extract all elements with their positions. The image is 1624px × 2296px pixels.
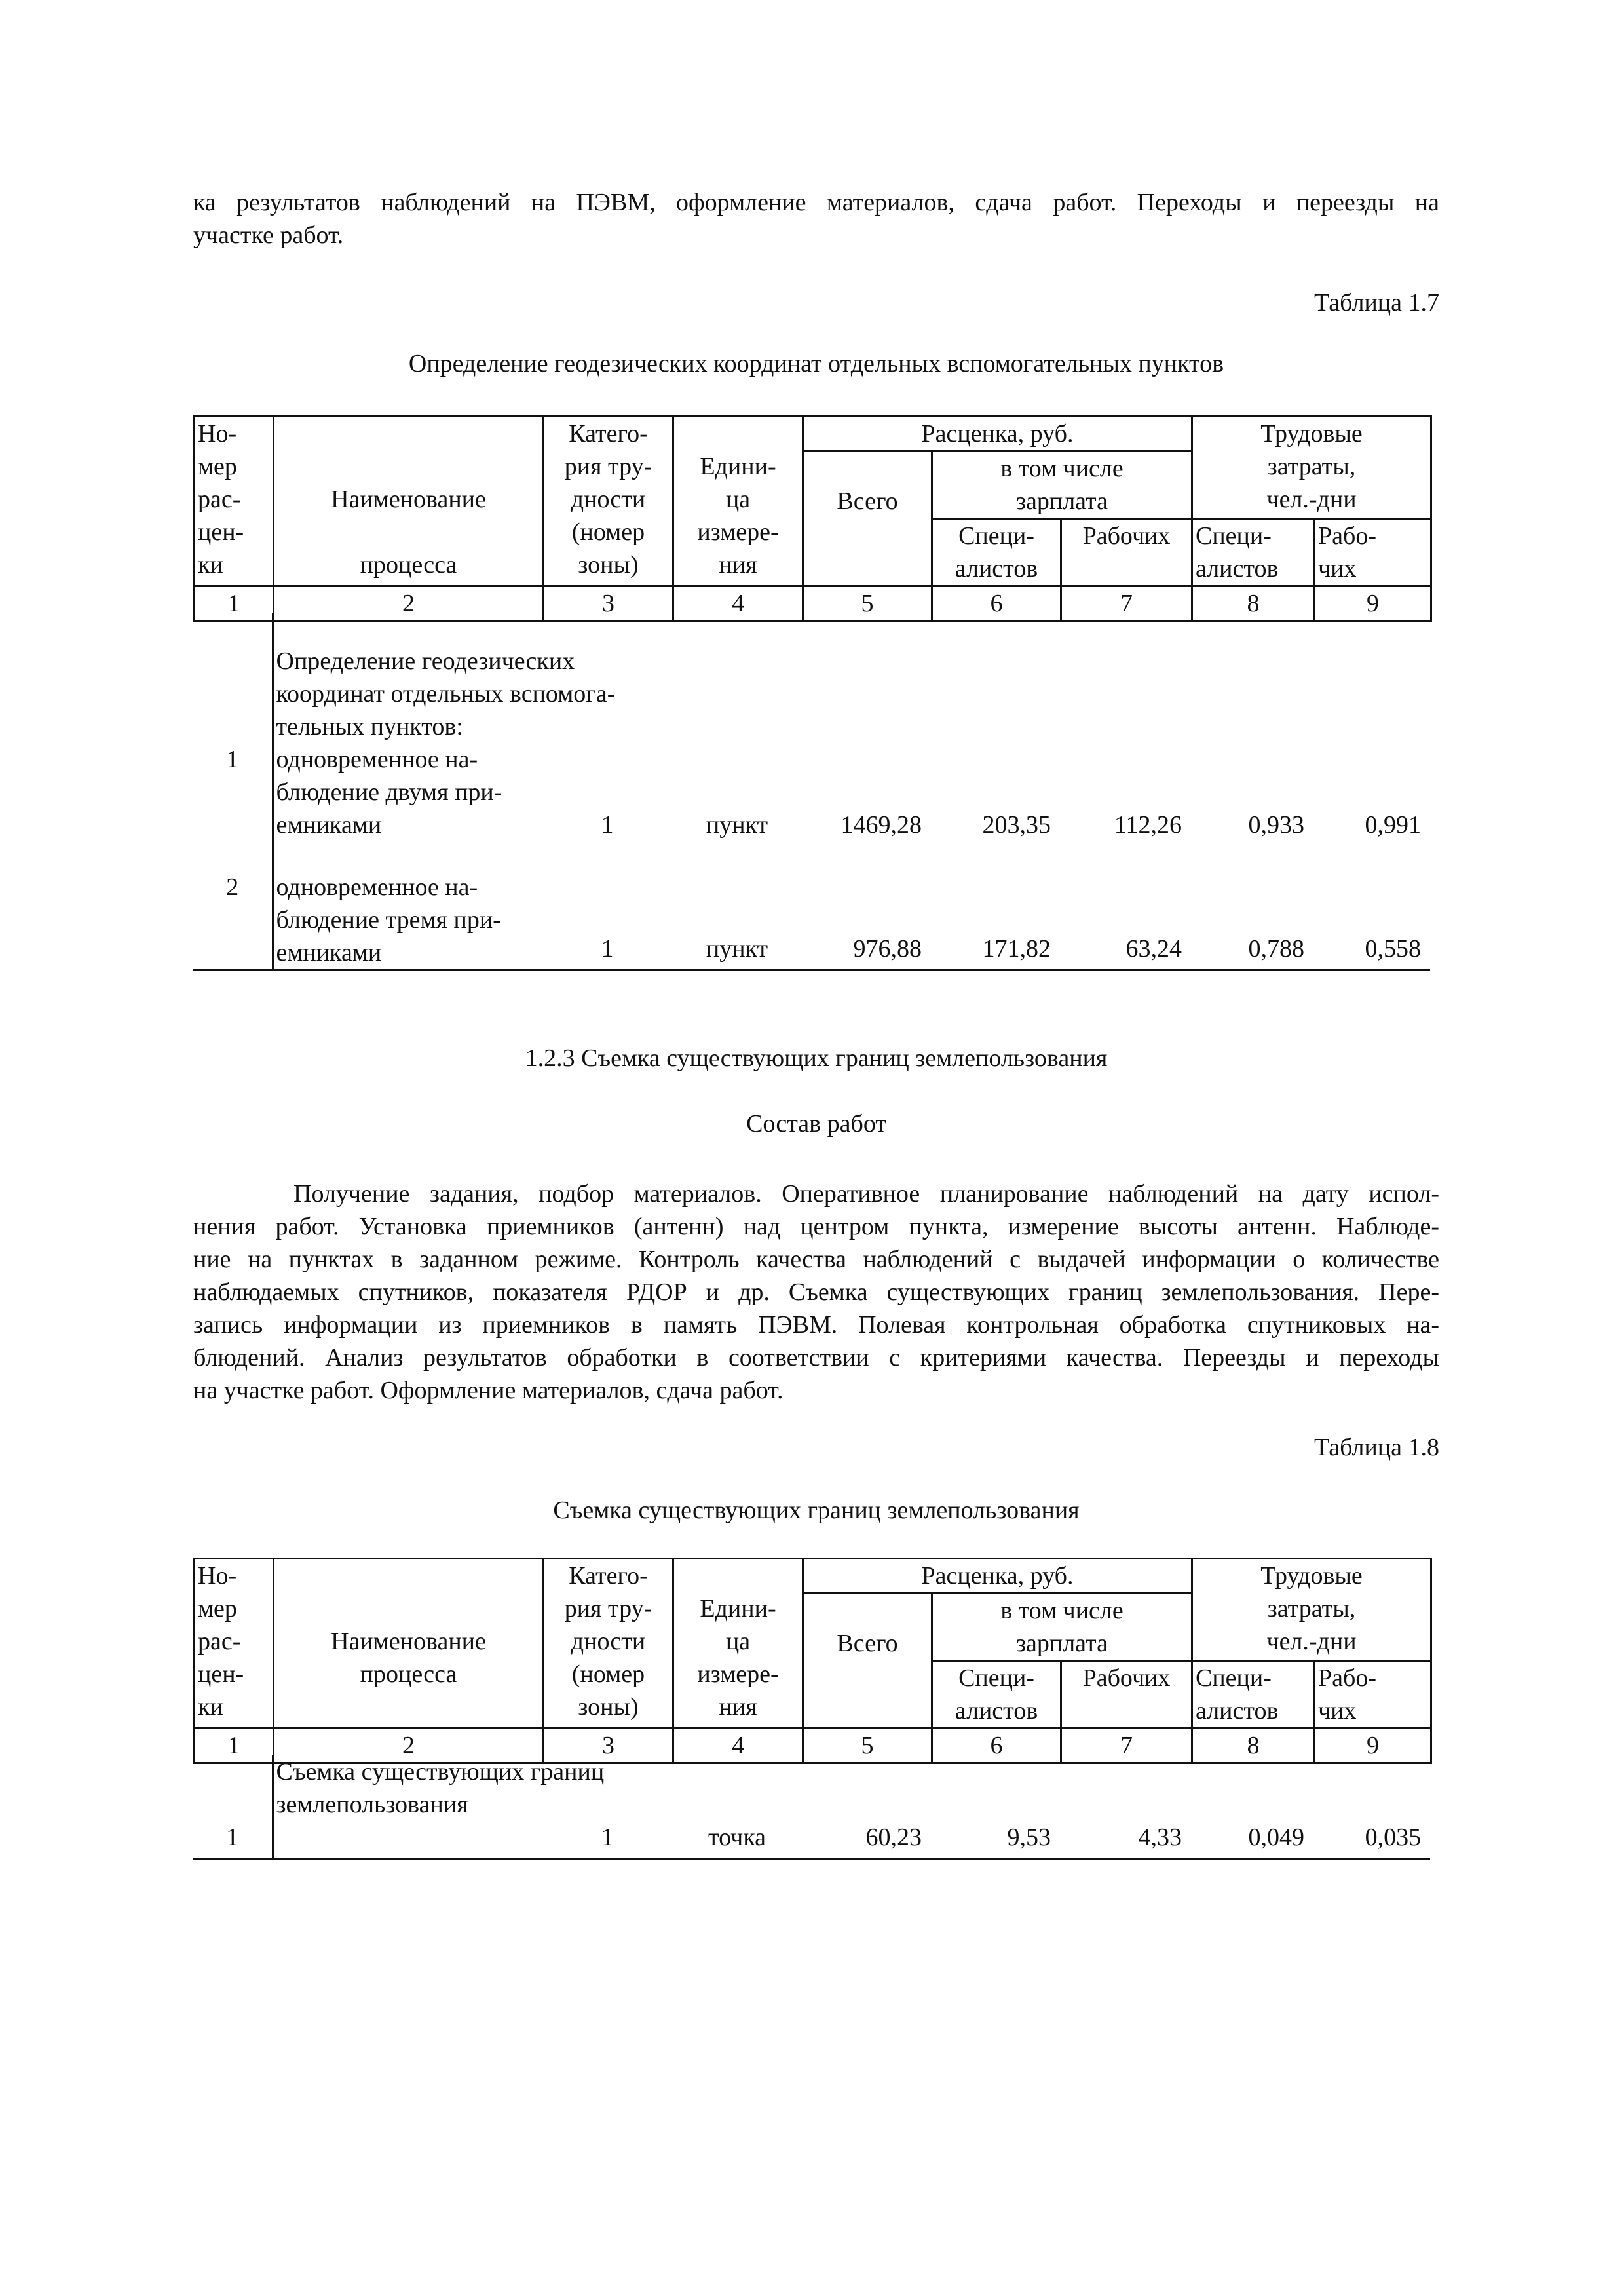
intro-line-2: участке работ.	[193, 221, 344, 249]
col-rabochih: Рабочих	[1061, 1661, 1192, 1729]
row-unit: точка	[672, 1821, 802, 1859]
table-body	[193, 1755, 1430, 1860]
col-num: 3	[544, 1729, 673, 1763]
paragraph-line: ние на пунктах в заданном режиме. Контроль качества наблюдений с выдачей информации о количестве	[193, 1246, 1439, 1273]
col-naimenovanie: Наименование процесса	[274, 1559, 544, 1729]
col-num: 2	[274, 586, 544, 621]
row-spec: 9,53	[931, 1821, 1060, 1859]
table-title: Съемка существующих границ землепользования	[553, 1497, 1080, 1524]
row-total: 976,88	[802, 841, 931, 970]
row-spec: 203,35	[982, 811, 1051, 839]
row-work: 4,33	[1060, 1821, 1191, 1859]
row-work: 63,24	[1060, 841, 1191, 970]
row-lab-spec: 0,788	[1191, 841, 1313, 970]
row-total: 1469,28	[840, 811, 922, 839]
group-title: Определение геодезических координат отдельных вспомога- тельных пунктов:	[273, 613, 802, 743]
col-num: 6	[932, 586, 1061, 621]
table-row	[193, 743, 1430, 841]
table-header	[193, 1558, 1432, 1764]
table-row	[193, 1821, 1430, 1859]
col-kategoriya: Катего- рия тру- дности (номер зоны)	[544, 417, 673, 586]
col-vsego: Всего	[803, 451, 932, 586]
col-kategoriya: Катего- рия тру- дности (номер зоны)	[544, 1559, 673, 1729]
col-trudovye: Трудовые затраты, чел.-дни	[1192, 417, 1431, 519]
col-rabochih: Рабочих	[1061, 519, 1192, 586]
row-lab-spec: 0,049	[1191, 1821, 1313, 1859]
row-number: 1	[193, 1821, 273, 1859]
intro-line-1: ка результатов наблюдений на ПЭВМ, оформление материалов, сдача работ. Переходы и переезды на	[193, 189, 1439, 216]
table-title: Определение геодезических координат отдельных вспомогательных пунктов	[408, 350, 1224, 377]
col-num: 9	[1315, 586, 1431, 621]
section-heading: 1.2.3 Съемка существующих границ землепользования	[525, 1044, 1108, 1072]
table-header	[193, 415, 1432, 622]
row-lab-work: 0,558	[1313, 841, 1430, 970]
row-lab-work: 0,035	[1313, 1821, 1430, 1859]
row-spec: 171,82	[931, 841, 1060, 970]
col-edinica: Едини- ца измере- ния	[673, 417, 803, 586]
row-number: 1	[226, 746, 239, 773]
col-num: 2	[274, 1729, 544, 1763]
col-specialistov: Специ- алистов	[932, 519, 1061, 586]
col-trud-rabochih: Рабо- чих	[1315, 519, 1431, 586]
table-row	[193, 1755, 1430, 1821]
col-trudovye: Трудовые затраты, чел.-дни	[1192, 1559, 1431, 1661]
col-naimenovanie: Наименование процесса	[274, 417, 544, 586]
col-trud-specialistov: Специ- алистов	[1192, 1661, 1315, 1729]
row-name: одновременное на- блюдение тремя при- емниками	[273, 841, 542, 970]
paragraph-line: наблюдаемых спутников, показателя РДОР и др. Съемка существующих границ землепользования. Пере-	[193, 1278, 1439, 1306]
col-v-tom-chisle: в том числе зарплата	[932, 451, 1192, 519]
row-category: 1	[601, 811, 614, 839]
col-num: 5	[803, 586, 932, 621]
col-num: 1	[195, 586, 274, 621]
col-num: 4	[673, 1729, 803, 1763]
table-row	[193, 613, 1430, 743]
row-category: 1	[542, 1821, 672, 1859]
group-title: Съемка существующих границ землепользования	[273, 1755, 802, 1821]
row-unit: пункт	[706, 811, 768, 839]
row-total: 60,23	[802, 1821, 931, 1859]
row-name: одновременное на- блюдение двумя при- емниками	[273, 743, 542, 841]
col-v-tom-chisle: в том числе зарплата	[932, 1594, 1192, 1661]
col-num: 7	[1061, 586, 1192, 621]
table-label: Таблица 1.7	[1313, 289, 1439, 316]
section-subheading: Состав работ	[746, 1110, 886, 1138]
col-vsego: Всего	[803, 1594, 932, 1729]
col-num: 8	[1192, 586, 1315, 621]
paragraph-line: запись информации из приемников в память ПЭВМ. Полевая контрольная обработка спутниковых на-	[193, 1311, 1439, 1339]
row-name	[273, 1821, 542, 1859]
col-num: 8	[1192, 1729, 1315, 1763]
row-number: 2	[193, 841, 273, 970]
col-nomer: Но- мер рас- цен- ки	[195, 417, 274, 586]
col-rascenka: Расценка, руб.	[803, 417, 1192, 451]
table-body	[193, 613, 1430, 971]
col-trud-specialistov: Специ- алистов	[1192, 519, 1315, 586]
row-lab-spec: 0,933	[1248, 811, 1304, 839]
col-edinica: Едини- ца измере- ния	[673, 1559, 803, 1729]
paragraph-line: блюдений. Анализ результатов обработки в соответствии с критериями качества. Переезды и переходы	[193, 1344, 1439, 1371]
col-num: 1	[195, 1729, 274, 1763]
col-num: 3	[544, 586, 673, 621]
row-unit: пункт	[672, 841, 802, 970]
row-work: 112,26	[1114, 811, 1182, 839]
col-rascenka: Расценка, руб.	[803, 1559, 1192, 1594]
col-nomer: Но- мер рас- цен- ки	[195, 1559, 274, 1729]
col-specialistov: Специ- алистов	[932, 1661, 1061, 1729]
paragraph-line: Получение задания, подбор материалов. Оперативное планирование наблюдений на дату испол-	[293, 1180, 1439, 1208]
col-num: 5	[803, 1729, 932, 1763]
col-num: 4	[673, 586, 803, 621]
paragraph-line: на участке работ. Оформление материалов, сдача работ.	[193, 1377, 784, 1404]
col-num: 9	[1315, 1729, 1431, 1763]
paragraph-line: нения работ. Установка приемников (антенн) над центром пункта, измерение высоты антенн. Наблюде-	[193, 1213, 1439, 1240]
col-trud-rabochih: Рабо- чих	[1315, 1661, 1431, 1729]
col-num: 7	[1061, 1729, 1192, 1763]
table-row	[193, 841, 1430, 970]
row-lab-work: 0,991	[1365, 811, 1422, 839]
table-label: Таблица 1.8	[1313, 1434, 1439, 1461]
row-category: 1	[542, 841, 672, 970]
col-num: 6	[932, 1729, 1061, 1763]
